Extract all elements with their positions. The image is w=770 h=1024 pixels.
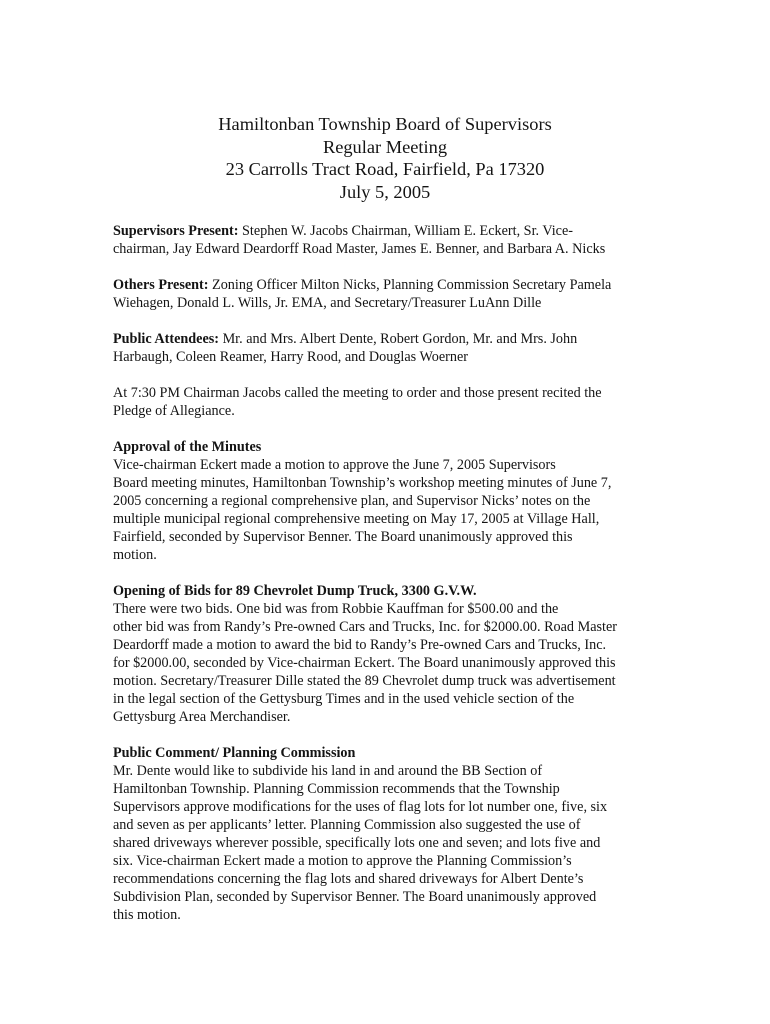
header-date: July 5, 2005 [339, 181, 431, 202]
header-meeting-type: Regular Meeting [322, 136, 448, 157]
header-title: Hamiltonban Township Board of Supervisors [218, 114, 552, 134]
public-attendees-text: Mr. and Mrs. Albert Dente, Robert Gordon, Mr. and Mrs. John Harbaugh, Coleen Reamer, Harry Rood, and Douglas Woerner [113, 331, 578, 365]
supervisors-present-text: Stephen W. Jacobs Chairman, William E. Eckert, Sr. Vice- chairman, Jay Edward Deardorff Road Master, James E. Benner, and Barbara A. Nicks [113, 223, 606, 257]
minutes-paragraph: Vice-chairman Eckert made a motion to approve the June 7, 2005 Supervisors Board meeting minutes, Hamiltonban Township’s workshop meeting minutes of June 7, 2005 concerning a regional comprehensive plan, and Supervisor Nicks’ notes on the multiple municipal regional comprehensive meeting on May 17, 2005 at Village Hall, Fairfield, seconded by Supervisor Benner. The Board unanimously approved this motion. [113, 457, 612, 563]
header-address: 23 Carrolls Tract Road, Fairfield, Pa 17320 [225, 159, 545, 179]
paragraph-gap [113, 726, 673, 744]
others-present-paragraph [113, 276, 673, 312]
paragraph-gap [113, 258, 673, 276]
public-comment-heading: Public Comment/ Planning Commission [113, 745, 356, 761]
others-present-label: Others Present: [113, 277, 209, 293]
call-to-order-paragraph: At 7:30 PM Chairman Jacobs called the meeting to order and those present recited the Pledge of Allegiance. [113, 385, 602, 419]
public-attendees-label: Public Attendees: [113, 331, 220, 347]
document-body [113, 222, 673, 924]
public-attendees-paragraph [113, 330, 673, 366]
minutes-heading: Approval of the Minutes [113, 439, 262, 455]
paragraph-gap [113, 564, 673, 582]
supervisors-present-label: Supervisors Present: [113, 223, 239, 239]
paragraph-gap [113, 312, 673, 330]
bids-heading: Opening of Bids for 89 Chevrolet Dump Truck, 3300 G.V.W. [113, 583, 477, 599]
supervisors-present-paragraph [113, 222, 673, 258]
public-comment-paragraph: Mr. Dente would like to subdivide his land in and around the BB Section of Hamiltonban Township. Planning Commission recommends that the Township Supervisors approve modifications for the uses of flag lots for lot number one, five, six and seven as per applicants’ letter. Planning Commission also suggested the use of shared driveways wherever possible, specifically lots one and seven; and lots five and six. Vice-chairman Eckert made a motion to approve the Planning Commission’s recommendations concerning the flag lots and shared driveways for Albert Dente’s Subdivision Plan, seconded by Supervisor Benner. The Board unanimously approved this motion. [113, 763, 608, 923]
paragraph-gap [113, 420, 673, 438]
bids-paragraph: There were two bids. One bid was from Robbie Kauffman for $500.00 and the other bid was from Randy’s Pre-owned Cars and Trucks, Inc. for $2000.00. Road Master Deardorff made a motion to award the bid to Randy’s Pre-owned Cars and Trucks, Inc. for $2000.00, seconded by Vice-chairman Eckert. The Board unanimously approved this motion. Secretary/Treasurer Dille stated the 89 Chevrolet dump truck was advertisement in the legal section of the Gettysburg Times and in the used vehicle section of the Gettysburg Area Merchandiser. [113, 601, 617, 725]
document-header [0, 113, 770, 203]
others-present-text: Zoning Officer Milton Nicks, Planning Commission Secretary Pamela Wiehagen, Donald L. Wills, Jr. EMA, and Secretary/Treasurer LuAnn Dille [113, 277, 612, 311]
paragraph-gap [113, 366, 673, 384]
